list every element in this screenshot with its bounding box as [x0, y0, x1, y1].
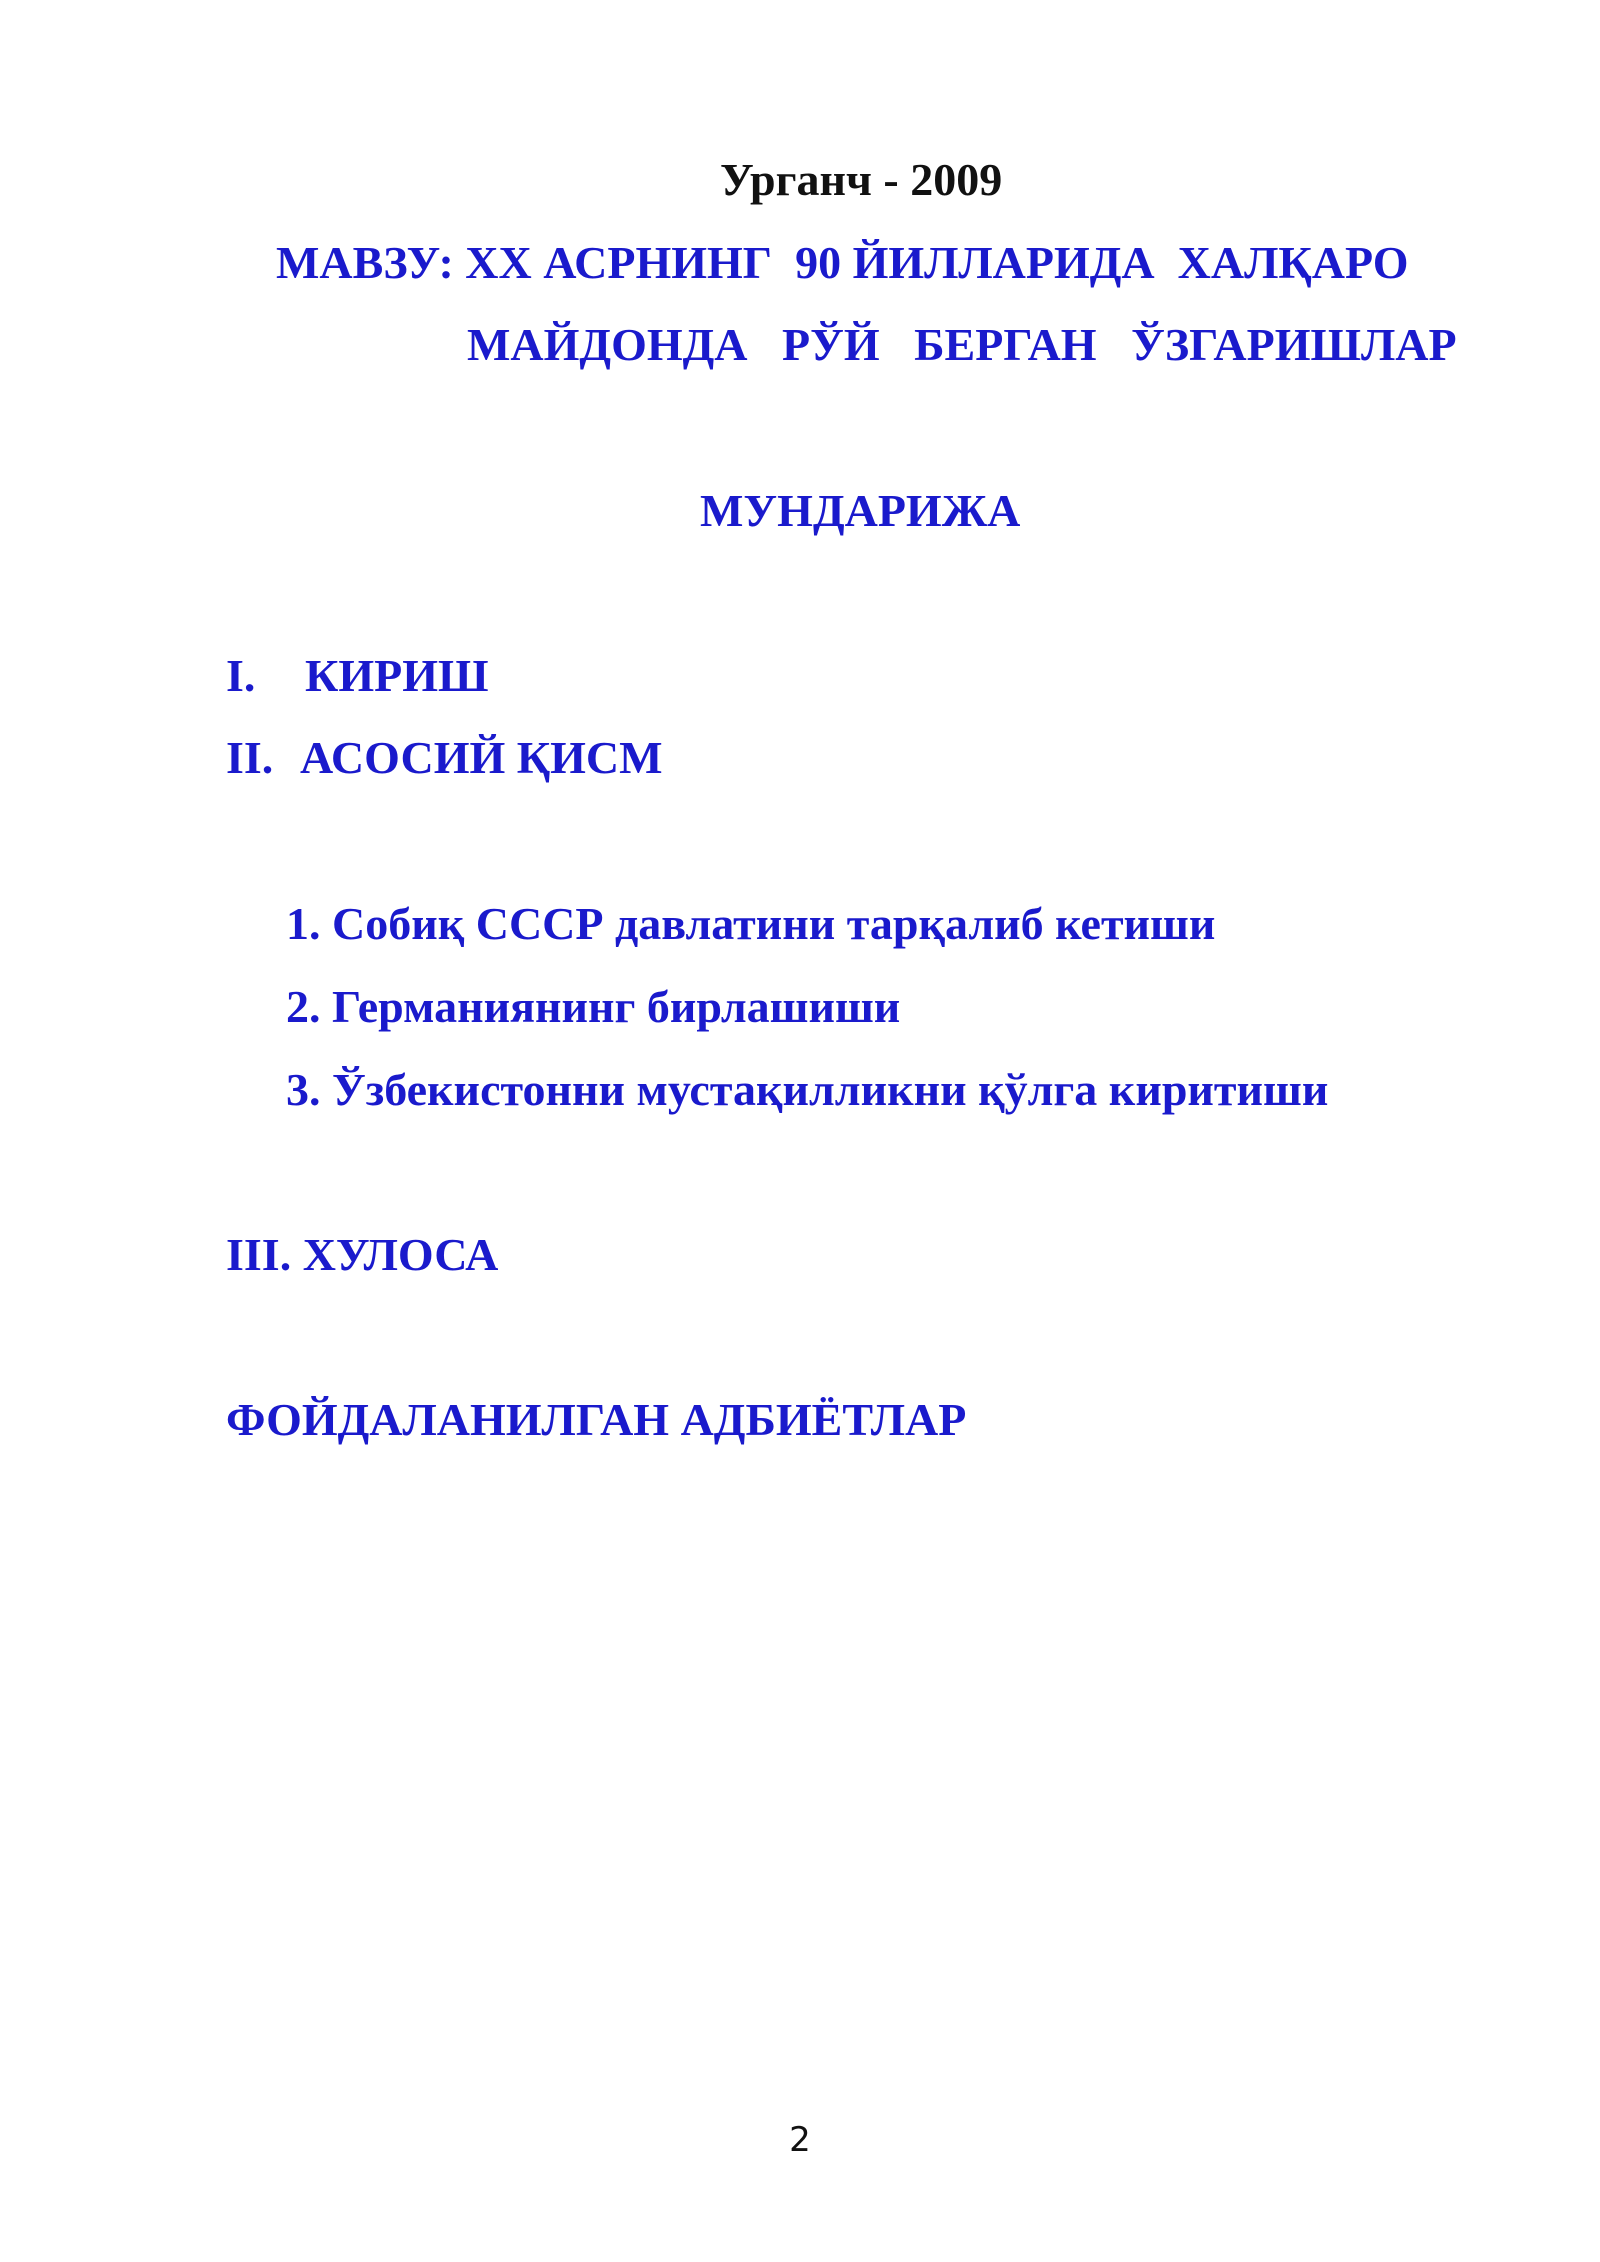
toc-item-references: ФОЙДАЛАНИЛГАН АДБИЁТЛАР	[226, 1394, 967, 1445]
page-number: 2	[789, 2120, 811, 2160]
toc-subitem-ussr: 1. Собиқ СССР давлатини тарқалиб кетиши	[286, 898, 1216, 949]
toc-item-introduction-label: КИРИШ	[305, 650, 489, 701]
city-year-heading: Урганч - 2009	[720, 154, 1003, 205]
toc-item-main-part-number: II.	[226, 732, 274, 783]
topic-line-1: МАВЗУ: ХХ АСРНИНГ 90 ЙИЛЛАРИДА ХАЛҚАРО	[276, 237, 1409, 288]
toc-item-conclusion: III. ХУЛОСА	[226, 1229, 499, 1280]
topic-line-2: МАЙДОНДА РЎЙ БЕРГАН ЎЗГАРИШЛАР	[467, 319, 1457, 370]
toc-item-introduction-number: I.	[226, 650, 256, 701]
toc-subitem-uzbekistan: 3. Ўзбекистонни мустақилликни қўлга киритиши	[286, 1064, 1329, 1115]
toc-subitem-germany: 2. Германиянинг бирлашиши	[286, 981, 901, 1032]
contents-title: МУНДАРИЖА	[700, 485, 1021, 536]
toc-item-main-part-label: АСОСИЙ ҚИСМ	[300, 732, 663, 783]
